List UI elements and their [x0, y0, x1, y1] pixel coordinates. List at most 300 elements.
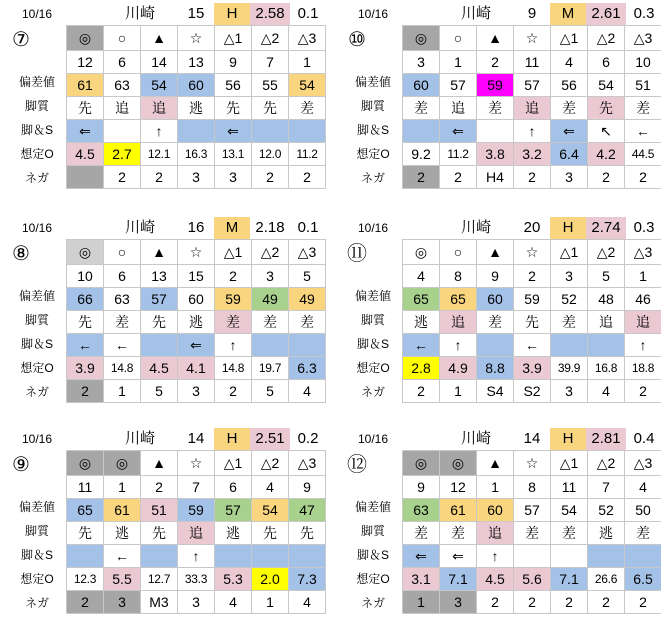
running-style-cell: 差 — [477, 311, 514, 334]
negative-cell: 2 — [551, 591, 588, 614]
deviation-cell: 65 — [67, 499, 104, 522]
expected-odds-cell: 44.5 — [625, 143, 661, 166]
negative-cell: 2 — [625, 380, 661, 403]
running-style-cell: 先 — [67, 522, 104, 545]
symbol-row — [403, 451, 661, 476]
expected-odds-cell: 4.5 — [67, 143, 104, 166]
negative-cell: 1 — [104, 380, 141, 403]
race-number: ⑨ — [10, 454, 32, 476]
leg-speed-cell — [551, 334, 588, 357]
pace-grade: H — [550, 217, 586, 239]
expected-odds-cell: 4.1 — [178, 357, 215, 380]
deviation-cell: 54 — [289, 74, 326, 97]
race-grid — [66, 450, 326, 614]
row-label: 想定O — [356, 147, 390, 161]
expected-odds-cell: 26.6 — [588, 568, 625, 591]
row-label: ネガ — [360, 171, 385, 185]
symbol-cell: ◎ — [67, 26, 104, 51]
deviation-cell: 61 — [440, 499, 477, 522]
horse-number-cell: 6 — [588, 51, 625, 74]
running-style-cell: 差 — [215, 311, 252, 334]
race-grid — [66, 239, 326, 403]
running-style-cell: 追 — [514, 97, 551, 120]
row-label: 脚＆S — [356, 548, 389, 562]
leg-speed-cell — [588, 545, 625, 568]
expected-odds-cell: 14.8 — [104, 357, 141, 380]
symbol-cell: ◎ — [67, 451, 104, 476]
running-style-cell: 追 — [440, 97, 477, 120]
symbol-row — [67, 240, 326, 265]
race-header — [344, 428, 661, 450]
symbol-cell: △3 — [289, 26, 326, 51]
running-style-cell: 逃 — [588, 522, 625, 545]
horse-number-cell: 1 — [440, 51, 477, 74]
field-size: 9 — [527, 5, 537, 22]
leg-speed-cell — [141, 334, 178, 357]
running-style-cell: 先 — [252, 97, 289, 120]
running-style-cell: 先 — [141, 311, 178, 334]
row-label: 想定O — [356, 572, 390, 586]
symbol-row — [403, 240, 661, 265]
deviation-cell: 55 — [252, 74, 289, 97]
symbol-cell: ▲ — [477, 26, 514, 51]
deviation-cell: 57 — [440, 74, 477, 97]
running-style-cell: 追 — [178, 522, 215, 545]
negative-cell: 1 — [403, 591, 440, 614]
leg-speed-cell: ↑ — [178, 545, 215, 568]
pace-grade: M — [550, 3, 586, 25]
running-style-cell: 逃 — [215, 522, 252, 545]
negative-cell: 3 — [104, 591, 141, 614]
symbol-cell: ◎ — [67, 240, 104, 265]
negative-cell: 2 — [588, 591, 625, 614]
symbol-row — [67, 451, 326, 476]
row-label: ネガ — [360, 596, 385, 610]
leg-speed-cell: ← — [104, 545, 141, 568]
negative-cell: 2 — [514, 591, 551, 614]
expected-odds-cell: 2.8 — [403, 357, 440, 380]
symbol-cell: △2 — [252, 26, 289, 51]
running-style-cell: 追 — [625, 311, 661, 334]
expected-odds-cell: 13.1 — [215, 143, 252, 166]
negative-cell: 4 — [289, 380, 326, 403]
symbol-cell: △2 — [588, 26, 625, 51]
race-number: ⑪ — [347, 243, 367, 265]
venue-name: 川崎 — [460, 430, 491, 447]
running-style-cell: 差 — [104, 311, 141, 334]
leg-speed-cell — [141, 545, 178, 568]
race-block — [8, 428, 326, 620]
leg-speed-cell — [289, 334, 326, 357]
symbol-cell: ☆ — [514, 26, 551, 51]
leg-speed-row — [403, 334, 661, 357]
race-grid — [402, 450, 661, 614]
negative-cell: 2 — [67, 380, 104, 403]
horse-number-cell: 3 — [551, 265, 588, 288]
field-size: 20 — [523, 219, 541, 236]
running-style-cell: 差 — [403, 522, 440, 545]
negative-cell — [67, 166, 104, 189]
race-header — [8, 3, 326, 25]
header-odds: 2.74 — [586, 217, 626, 239]
field-size: 14 — [523, 430, 541, 447]
leg-speed-cell: ← — [403, 334, 440, 357]
row-label: 脚＆S — [356, 123, 389, 137]
horse-number-cell: 13 — [141, 265, 178, 288]
pace-grade: H — [550, 428, 586, 450]
horse-number-cell: 1 — [104, 476, 141, 499]
leg-speed-cell: ⇐ — [215, 120, 252, 143]
leg-speed-cell: ← — [67, 334, 104, 357]
leg-speed-row — [67, 334, 326, 357]
negative-cell: 1 — [440, 380, 477, 403]
leg-speed-cell: ← — [514, 334, 551, 357]
horse-number-cell: 12 — [67, 51, 104, 74]
running-style-row — [403, 97, 661, 120]
row-label: ネガ — [360, 385, 385, 399]
running-style-cell: 追 — [477, 522, 514, 545]
horse-number-cell: 2 — [141, 476, 178, 499]
expected-odds-cell: 9.2 — [403, 143, 440, 166]
deviation-cell: 61 — [67, 74, 104, 97]
running-style-cell: 差 — [625, 97, 661, 120]
symbol-cell: ○ — [440, 240, 477, 265]
symbol-cell: ▲ — [141, 240, 178, 265]
deviation-row — [403, 74, 661, 97]
deviation-cell: 54 — [551, 499, 588, 522]
race-number: ⑩ — [346, 29, 368, 51]
row-label: 想定O — [20, 361, 54, 375]
negative-cell: 3 — [551, 166, 588, 189]
expected-odds-row — [67, 568, 326, 591]
horse-number-cell: 6 — [104, 51, 141, 74]
leg-speed-row — [67, 545, 326, 568]
expected-odds-cell: 7.1 — [440, 568, 477, 591]
symbol-cell: ◎ — [104, 451, 141, 476]
symbol-cell: △2 — [252, 451, 289, 476]
horse-number-cell: 10 — [625, 51, 661, 74]
running-style-cell: 先 — [252, 522, 289, 545]
race-grid — [66, 25, 326, 189]
expected-odds-row — [67, 143, 326, 166]
deviation-cell: 63 — [403, 499, 440, 522]
odds-diff: 0.1 — [297, 219, 319, 236]
running-style-cell: 追 — [141, 97, 178, 120]
negative-cell: 3 — [215, 166, 252, 189]
pace-grade: M — [214, 217, 250, 239]
race-date: 10/16 — [21, 432, 53, 446]
expected-odds-cell: 4.5 — [477, 568, 514, 591]
deviation-cell: 59 — [477, 74, 514, 97]
symbol-cell: △2 — [588, 451, 625, 476]
row-label: 脚＆S — [20, 337, 53, 351]
row-label: 脚質 — [360, 99, 385, 113]
row-label: ネガ — [24, 596, 49, 610]
negative-cell: 3 — [178, 380, 215, 403]
negative-cell: 2 — [403, 166, 440, 189]
symbol-cell: △3 — [625, 240, 661, 265]
negative-cell: 2 — [403, 380, 440, 403]
horse-number-cell: 2 — [477, 51, 514, 74]
leg-speed-cell — [215, 545, 252, 568]
race-block — [8, 217, 326, 409]
row-label: 脚質 — [24, 524, 49, 538]
deviation-cell: 54 — [588, 74, 625, 97]
deviation-cell: 60 — [477, 499, 514, 522]
row-label: 偏差値 — [354, 75, 391, 89]
horse-number-cell: 4 — [625, 476, 661, 499]
expected-odds-cell: 11.2 — [440, 143, 477, 166]
row-label: 想定O — [356, 361, 390, 375]
negative-row — [403, 591, 661, 614]
deviation-row — [67, 288, 326, 311]
leg-speed-cell — [289, 120, 326, 143]
horse-number-cell: 6 — [215, 476, 252, 499]
symbol-cell: ☆ — [178, 240, 215, 265]
deviation-cell: 56 — [215, 74, 252, 97]
race-header — [344, 3, 661, 25]
negative-cell: 3 — [178, 591, 215, 614]
leg-speed-cell: ← — [104, 334, 141, 357]
running-style-cell: 先 — [215, 97, 252, 120]
race-number: ⑦ — [10, 29, 32, 51]
negative-cell: 4 — [215, 591, 252, 614]
running-style-cell: 差 — [252, 311, 289, 334]
running-style-row — [67, 97, 326, 120]
negative-cell: 3 — [440, 591, 477, 614]
negative-cell: 2 — [215, 380, 252, 403]
deviation-cell: 60 — [178, 74, 215, 97]
deviation-cell: 54 — [252, 499, 289, 522]
leg-speed-cell — [477, 120, 514, 143]
expected-odds-cell: 5.6 — [514, 568, 551, 591]
running-style-cell: 先 — [588, 97, 625, 120]
venue-name: 川崎 — [124, 5, 155, 22]
expected-odds-cell: 8.8 — [477, 357, 514, 380]
leg-speed-cell: ↑ — [514, 120, 551, 143]
leg-speed-cell — [252, 120, 289, 143]
expected-odds-cell: 3.9 — [514, 357, 551, 380]
symbol-cell: ☆ — [178, 26, 215, 51]
row-label: 偏差値 — [18, 289, 55, 303]
symbol-cell: △3 — [289, 451, 326, 476]
horse-number-row — [67, 51, 326, 74]
deviation-cell: 46 — [625, 288, 661, 311]
row-label: 想定O — [20, 572, 54, 586]
symbol-cell: ☆ — [514, 240, 551, 265]
row-label: 脚質 — [24, 313, 49, 327]
negative-cell: 1 — [252, 591, 289, 614]
deviation-cell: 57 — [215, 499, 252, 522]
expected-odds-cell: 4.5 — [141, 357, 178, 380]
negative-cell: 2 — [625, 591, 661, 614]
running-style-cell: 追 — [104, 97, 141, 120]
horse-number-cell: 1 — [625, 265, 661, 288]
negative-cell: 2 — [252, 166, 289, 189]
odds-diff: 0.2 — [297, 430, 319, 447]
horse-number-cell: 13 — [178, 51, 215, 74]
leg-speed-row — [403, 120, 661, 143]
header-odds: 2.51 — [250, 428, 290, 450]
horse-number-cell: 9 — [289, 476, 326, 499]
pace-grade: H — [214, 428, 250, 450]
venue-name: 川崎 — [460, 219, 491, 236]
row-label: ネガ — [24, 171, 49, 185]
deviation-cell: 54 — [141, 74, 178, 97]
horse-number-cell: 1 — [289, 51, 326, 74]
negative-cell: M3 — [141, 591, 178, 614]
negative-cell: 3 — [551, 380, 588, 403]
deviation-cell: 65 — [403, 288, 440, 311]
expected-odds-cell: 3.2 — [514, 143, 551, 166]
running-style-cell: 逃 — [104, 522, 141, 545]
negative-cell: 2 — [67, 591, 104, 614]
negative-row — [67, 380, 326, 403]
deviation-cell: 51 — [625, 74, 661, 97]
race-header — [8, 428, 326, 450]
expected-odds-cell: 7.1 — [551, 568, 588, 591]
expected-odds-cell: 14.8 — [215, 357, 252, 380]
negative-cell: 2 — [104, 166, 141, 189]
deviation-cell: 63 — [104, 74, 141, 97]
horse-number-cell: 7 — [252, 51, 289, 74]
symbol-cell: ○ — [440, 26, 477, 51]
deviation-cell: 50 — [625, 499, 661, 522]
running-style-cell: 差 — [440, 522, 477, 545]
expected-odds-cell: 6.5 — [625, 568, 661, 591]
symbol-cell: △1 — [215, 26, 252, 51]
row-label: 脚質 — [24, 99, 49, 113]
horse-number-cell: 10 — [67, 265, 104, 288]
leg-speed-cell — [551, 545, 588, 568]
running-style-cell: 差 — [514, 522, 551, 545]
expected-odds-cell: 5.5 — [104, 568, 141, 591]
header-odds: 2.18 — [255, 219, 285, 236]
race-grid — [402, 25, 661, 189]
horse-number-cell: 14 — [141, 51, 178, 74]
race-date: 10/16 — [357, 432, 389, 446]
leg-speed-cell: ↑ — [440, 334, 477, 357]
deviation-cell: 49 — [289, 288, 326, 311]
row-label: 偏差値 — [354, 289, 391, 303]
negative-cell: 2 — [289, 166, 326, 189]
negative-cell: 2 — [477, 591, 514, 614]
leg-speed-cell — [252, 334, 289, 357]
expected-odds-row — [403, 357, 661, 380]
symbol-cell: ◎ — [440, 451, 477, 476]
running-style-cell: 逃 — [403, 311, 440, 334]
leg-speed-cell: ⇐ — [551, 120, 588, 143]
odds-diff: 0.3 — [633, 5, 655, 22]
leg-speed-cell: ↖ — [588, 120, 625, 143]
horse-number-cell: 9 — [215, 51, 252, 74]
deviation-cell: 65 — [440, 288, 477, 311]
running-style-row — [403, 311, 661, 334]
deviation-cell: 57 — [141, 288, 178, 311]
running-style-cell: 先 — [67, 311, 104, 334]
row-label: 脚＆S — [356, 337, 389, 351]
horse-number-cell: 15 — [178, 265, 215, 288]
field-size: 15 — [187, 5, 205, 22]
running-style-cell: 差 — [551, 311, 588, 334]
horse-number-row — [67, 265, 326, 288]
expected-odds-cell: 5.3 — [215, 568, 252, 591]
negative-row — [67, 166, 326, 189]
horse-number-cell: 7 — [588, 476, 625, 499]
odds-diff: 0.3 — [633, 219, 655, 236]
negative-cell: S4 — [477, 380, 514, 403]
negative-cell: 5 — [252, 380, 289, 403]
horse-number-cell: 3 — [252, 265, 289, 288]
horse-number-cell: 2 — [215, 265, 252, 288]
deviation-cell: 57 — [514, 74, 551, 97]
leg-speed-cell — [588, 334, 625, 357]
deviation-cell: 60 — [403, 74, 440, 97]
running-style-cell: 先 — [67, 97, 104, 120]
deviation-cell: 60 — [178, 288, 215, 311]
running-style-cell: 差 — [551, 522, 588, 545]
negative-cell: H4 — [477, 166, 514, 189]
symbol-cell: ▲ — [477, 240, 514, 265]
race-block — [344, 217, 661, 409]
negative-cell: 2 — [625, 166, 661, 189]
negative-cell: 2 — [141, 166, 178, 189]
running-style-cell: 追 — [588, 311, 625, 334]
race-header — [8, 217, 326, 239]
deviation-cell: 61 — [104, 499, 141, 522]
expected-odds-cell: 16.8 — [588, 357, 625, 380]
leg-speed-row — [67, 120, 326, 143]
expected-odds-row — [403, 568, 661, 591]
symbol-row — [403, 26, 661, 51]
expected-odds-cell: 4.2 — [588, 143, 625, 166]
leg-speed-cell: ↑ — [477, 545, 514, 568]
negative-cell: 2 — [514, 166, 551, 189]
deviation-cell: 66 — [67, 288, 104, 311]
running-style-cell: 逃 — [178, 97, 215, 120]
expected-odds-cell: 3.8 — [477, 143, 514, 166]
leg-speed-cell: ⇐ — [403, 545, 440, 568]
race-block — [344, 3, 661, 195]
horse-number-cell: 5 — [588, 265, 625, 288]
row-label: 脚質 — [360, 313, 385, 327]
negative-cell: 2 — [588, 166, 625, 189]
deviation-cell: 56 — [551, 74, 588, 97]
negative-row — [403, 166, 661, 189]
symbol-cell: ☆ — [178, 451, 215, 476]
horse-number-cell: 4 — [551, 51, 588, 74]
running-style-cell: 差 — [289, 311, 326, 334]
odds-diff: 0.4 — [633, 430, 655, 447]
symbol-cell: △3 — [289, 240, 326, 265]
symbol-cell: ○ — [104, 240, 141, 265]
symbol-cell: ▲ — [141, 26, 178, 51]
leg-speed-cell — [477, 334, 514, 357]
expected-odds-cell: 12.1 — [141, 143, 178, 166]
deviation-row — [67, 74, 326, 97]
expected-odds-cell: 39.9 — [551, 357, 588, 380]
running-style-cell: 先 — [141, 522, 178, 545]
row-label: 想定O — [20, 147, 54, 161]
deviation-row — [67, 499, 326, 522]
leg-speed-cell: ↑ — [141, 120, 178, 143]
race-date: 10/16 — [21, 7, 53, 21]
expected-odds-row — [67, 357, 326, 380]
row-label: 偏差値 — [18, 75, 55, 89]
pace-grade: H — [214, 3, 250, 25]
field-size: 14 — [187, 430, 205, 447]
deviation-cell: 63 — [104, 288, 141, 311]
